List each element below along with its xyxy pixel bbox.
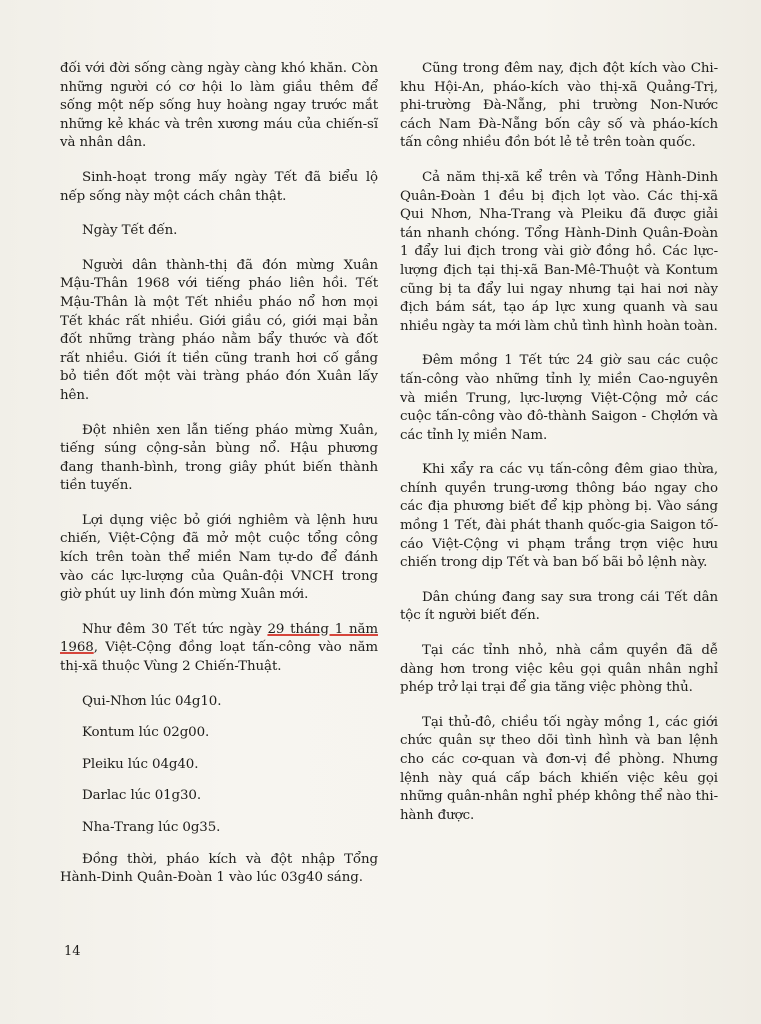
- paragraph: Đột nhiên xen lẫn tiếng pháo mừng Xuân, tiếng súng cộng-sản bùng nổ. Hậu phương đang thanh-bình, trong giây phút biến thành tiền tuyến.: [60, 422, 378, 494]
- time-item: Kontum lúc 02g00.: [82, 725, 210, 741]
- paragraph-with-underline: [60, 621, 378, 677]
- page-number: 14: [64, 944, 81, 959]
- text-segment: , Việt-Cộng đồng loạt tấn-công vào năm thị-xã thuộc Vùng 2 Chiến-Thuật.: [60, 640, 378, 675]
- paragraph: Ngày Tết đến.: [82, 223, 178, 239]
- time-item: Darlac lúc 01g30.: [82, 788, 202, 804]
- underlined-date: 29 tháng 1 năm 1968: [60, 621, 379, 656]
- paragraph: Đêm mồng 1 Tết tức 24 giờ sau các cuộc tấn-công vào những tỉnh lỵ miền Cao-nguyên và miền Trung, lực-lượng Việt-Cộng mở các cuộc tấn-công vào đô-thành Saigon - Chợlớn và các tỉnh lỵ miền Nam.: [400, 353, 718, 443]
- paragraph: Khi xẩy ra các vụ tấn-công đêm giao thừa, chính quyền trung-ương thông báo ngay cho các địa phương biết để kịp phòng bị. Vào sáng mồng 1 Tết, đài phát thanh quốc-gia Saigon tố-cáo Việt-Cộng vi phạm trắng trợn việc hưu chiến trong dịp Tết và ban bố bãi bỏ lệnh này.: [400, 462, 718, 571]
- time-item: Qui-Nhơn lúc 04g10.: [82, 693, 222, 709]
- left-column: [60, 60, 378, 904]
- right-column: [400, 60, 718, 841]
- paragraph: Sinh-hoạt trong mấy ngày Tết đã biểu lộ nếp sống này một cách chân thật.: [60, 169, 378, 204]
- paragraph: Cả năm thị-xã kể trên và Tổng Hành-Dinh Quân-Đoàn 1 đều bị địch lọt vào. Các thị-xã Qui Nhơn, Nha-Trang và Pleiku đã được giải tán nhanh chóng. Tổng Hành-Dinh Quân-Đoàn 1 đẩy lui địch trong vài giờ đồng hồ. Các lực-lượng địch tại thị-xã Ban-Mê-Thuột và Kontum cũng bị ta đẩy lui ngay nhưng tại hai nơi này địch bám sát, tạo áp lực xung quanh và sau nhiều ngày ta mới làm chủ tình hình hoàn toàn.: [400, 169, 718, 334]
- paragraph: Lợi dụng việc bỏ giới nghiêm và lệnh hưu chiến, Việt-Cộng đã mở một cuộc tổng công kích trên toàn thể miền Nam tự-do để đánh vào các lực-lượng của Quân-đội VNCH trong giờ phút uy linh đón mừng Xuân mới.: [60, 512, 378, 603]
- text-segment: Như đêm 30 Tết tức ngày: [82, 621, 268, 637]
- time-item: Pleiku lúc 04g40.: [82, 756, 199, 772]
- paragraph: đối với đời sống càng ngày càng khó khăn. Còn những người có cơ hội lo làm giầu thêm để sống một nếp sống huy hoàng ngay trước mắt những kẻ khác và trên xương máu của chiến-sĩ và nhân dân.: [60, 61, 378, 151]
- paragraph: Cũng trong đêm nay, địch đột kích vào Chi-khu Hội-An, pháo-kích vào thị-xã Quảng-Trị, phi-trường Đà-Nẵng, phi trường Non-Nước cách Nam Đà-Nẵng bốn cây số và pháo-kích tấn công nhiều đồn bót lẻ tẻ trên toàn quốc.: [400, 61, 718, 151]
- paragraph: Đồng thời, pháo kích và đột nhập Tổng Hành-Dinh Quân-Đoàn 1 vào lúc 03g40 sáng.: [60, 851, 378, 886]
- paragraph: Người dân thành-thị đã đón mừng Xuân Mậu-Thân 1968 với tiếng pháo liên hồi. Tết Mậu-Thân là một Tết nhiều pháo nổ hơn mọi Tết khác rất nhiều. Giới giầu có, giới mại bản đốt những tràng pháo nằm bẩy thước và đốt rất nhiều. Giới ít tiền cũng tranh hơi cố gắng bỏ tiền đốt một vài tràng pháo đón Xuân lấy hên.: [60, 257, 378, 403]
- paragraph: Tại các tỉnh nhỏ, nhà cầm quyền đã dễ dàng hơn trong việc kêu gọi quân nhân nghỉ phép trở lại trại để gia tăng việc phòng thủ.: [400, 643, 718, 696]
- time-item: Nha-Trang lúc 0g35.: [82, 820, 221, 835]
- paragraph: Dân chúng đang say sưa trong cái Tết dân tộc ít người biết đến.: [400, 589, 718, 624]
- paragraph: Tại thủ-đô, chiều tối ngày mồng 1, các giới chức quân sự theo dõi tình hình và ban lệnh cho các cơ-quan và đơn-vị đề phòng. Nhưng lệnh này quá cấp bách khiến việc kêu gọi những quân-nhân nghỉ phép không thể nào thi-hành được.: [400, 714, 718, 823]
